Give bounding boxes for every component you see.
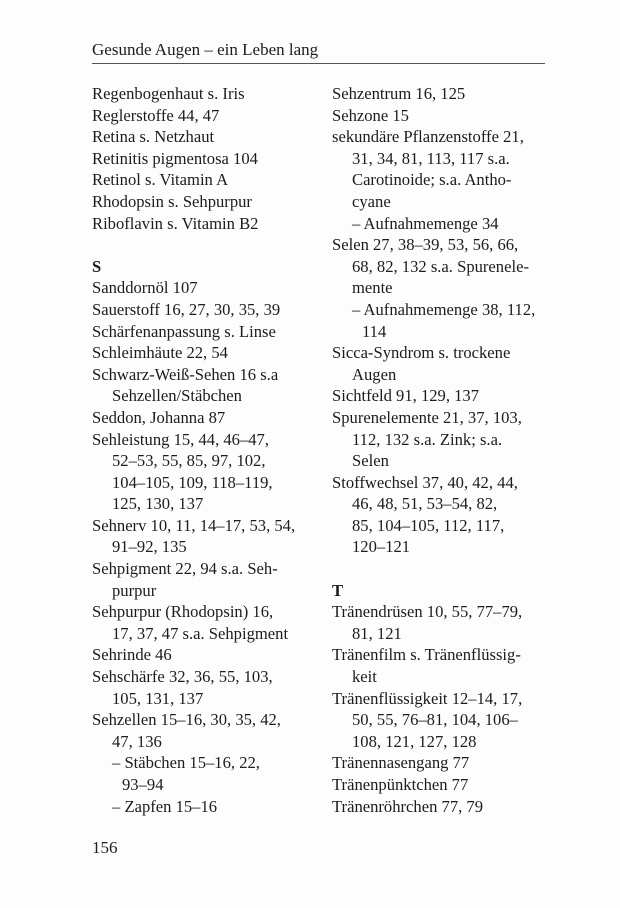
index-entry: Sauerstoff 16, 27, 30, 35, 39: [92, 299, 281, 319]
index-entry-continuation: 114: [362, 321, 387, 341]
index-entry: Sehrinde 46: [92, 645, 172, 665]
index-entry-continuation: Carotinoide; s.a. Antho-: [352, 170, 512, 190]
index-entry-continuation: 91–92, 135: [112, 537, 187, 557]
index-entry: Tränenflüssigkeit 12–14, 17,: [332, 688, 523, 708]
index-entry-continuation: Selen: [352, 451, 389, 471]
index-entry: sekundäre Pflanzenstoffe 21,: [332, 127, 524, 147]
index-entry-continuation: 81, 121: [352, 623, 402, 643]
index-entry: Sicca-Syndrom s. trockene: [332, 343, 511, 363]
index-entry: Sanddornöl 107: [92, 278, 198, 298]
index-entry-continuation: 93–94: [122, 775, 164, 794]
section-spacer: [92, 234, 324, 256]
index-entry-continuation: purpur: [112, 580, 157, 600]
index-entry: Sehzone 15: [332, 105, 409, 125]
index-entry: Tränenpünktchen 77: [332, 775, 469, 794]
index-entry-continuation: 125, 130, 137: [112, 494, 204, 514]
index-entry-continuation: 50, 55, 76–81, 104, 106–: [352, 710, 518, 730]
index-entry: Sehpurpur (Rhodopsin) 16,: [92, 602, 274, 622]
index-entry: Sehschärfe 32, 36, 55, 103,: [92, 667, 273, 687]
index-entry: Seddon, Johanna 87: [92, 407, 226, 427]
index-entry-continuation: 112, 132 s.a. Zink; s.a.: [352, 429, 503, 449]
index-entry: Sehzentrum 16, 125: [332, 84, 466, 103]
index-entry: Selen 27, 38–39, 53, 56, 66,: [332, 235, 519, 255]
index-entry: Sehnerv 10, 11, 14–17, 53, 54,: [92, 515, 296, 535]
index-entry: Spurenelemente 21, 37, 103,: [332, 407, 522, 427]
index-entry-continuation: 105, 131, 137: [112, 688, 204, 708]
index-entry-continuation: 120–121: [352, 537, 411, 557]
index-entry: Regenbogenhaut s. Iris: [92, 84, 245, 103]
index-entry-continuation: 46, 48, 51, 53–54, 82,: [352, 494, 498, 514]
header-rule: [92, 63, 545, 64]
index-entry-continuation: – Stäbchen 15–16, 22,: [112, 753, 260, 773]
index-entry-continuation: 85, 104–105, 112, 117,: [352, 515, 505, 535]
index-entry: Tränennasengang 77: [332, 753, 470, 773]
index-entry-continuation: 108, 121, 127, 128: [352, 731, 477, 751]
running-header: Gesunde Augen – ein Leben lang: [92, 40, 319, 59]
index-entry-continuation: 68, 82, 132 s.a. Spurenele-: [352, 256, 529, 276]
index-entry-continuation: mente: [352, 278, 393, 298]
index-entry-continuation: Augen: [352, 364, 397, 384]
index-entry: Tränenfilm s. Tränenflüssig-: [332, 645, 521, 665]
index-entry: Sehpigment 22, 94 s.a. Seh-: [92, 559, 278, 579]
index-entry-continuation: 104–105, 109, 118–119,: [112, 472, 273, 492]
index-entry: Rhodopsin s. Sehpurpur: [92, 191, 252, 211]
index-entry: Schleimhäute 22, 54: [92, 343, 228, 363]
index-entry: Sehzellen 15–16, 30, 35, 42,: [92, 710, 281, 730]
index-entry: Schwarz-Weiß-Sehen 16 s.a: [92, 364, 279, 384]
index-entry-continuation: – Aufnahmemenge 34: [352, 213, 499, 233]
index-entry-continuation: 17, 37, 47 s.a. Sehpigment: [112, 623, 289, 643]
index-entry: Reglerstoffe 44, 47: [92, 105, 220, 125]
index-column-right: [332, 83, 564, 817]
index-entry: Sichtfeld 91, 129, 137: [332, 386, 480, 406]
index-entry-continuation: 52–53, 55, 85, 97, 102,: [112, 451, 266, 471]
section-letter: S: [92, 256, 102, 276]
index-entry-continuation: – Zapfen 15–16: [112, 796, 218, 816]
index-entry: Retinol s. Vitamin A: [92, 170, 229, 190]
index-entry: Riboflavin s. Vitamin B2: [92, 213, 259, 233]
index-entry: Stoffwechsel 37, 40, 42, 44,: [332, 472, 518, 492]
page-number: 156: [92, 838, 118, 857]
index-entry: Sehleistung 15, 44, 46–47,: [92, 429, 269, 449]
index-entry: Tränenröhrchen 77, 79: [332, 796, 484, 816]
index-entry-continuation: keit: [352, 667, 377, 687]
section-letter: T: [332, 580, 344, 600]
index-entry-continuation: 31, 34, 81, 113, 117 s.a.: [352, 148, 510, 168]
index-entry: Retina s. Netzhaut: [92, 127, 215, 147]
index-entry: Retinitis pigmentosa 104: [92, 148, 258, 168]
index-entry-continuation: 47, 136: [112, 731, 162, 751]
index-entry: Schärfenanpassung s. Linse: [92, 321, 276, 341]
index-entry-continuation: Sehzellen/Stäbchen: [112, 386, 242, 406]
index-column-left: [92, 83, 324, 817]
index-entry-continuation: cyane: [352, 191, 391, 211]
section-spacer: [332, 558, 564, 580]
index-entry-continuation: – Aufnahmemenge 38, 112,: [352, 299, 536, 319]
index-entry: Tränendrüsen 10, 55, 77–79,: [332, 602, 523, 622]
